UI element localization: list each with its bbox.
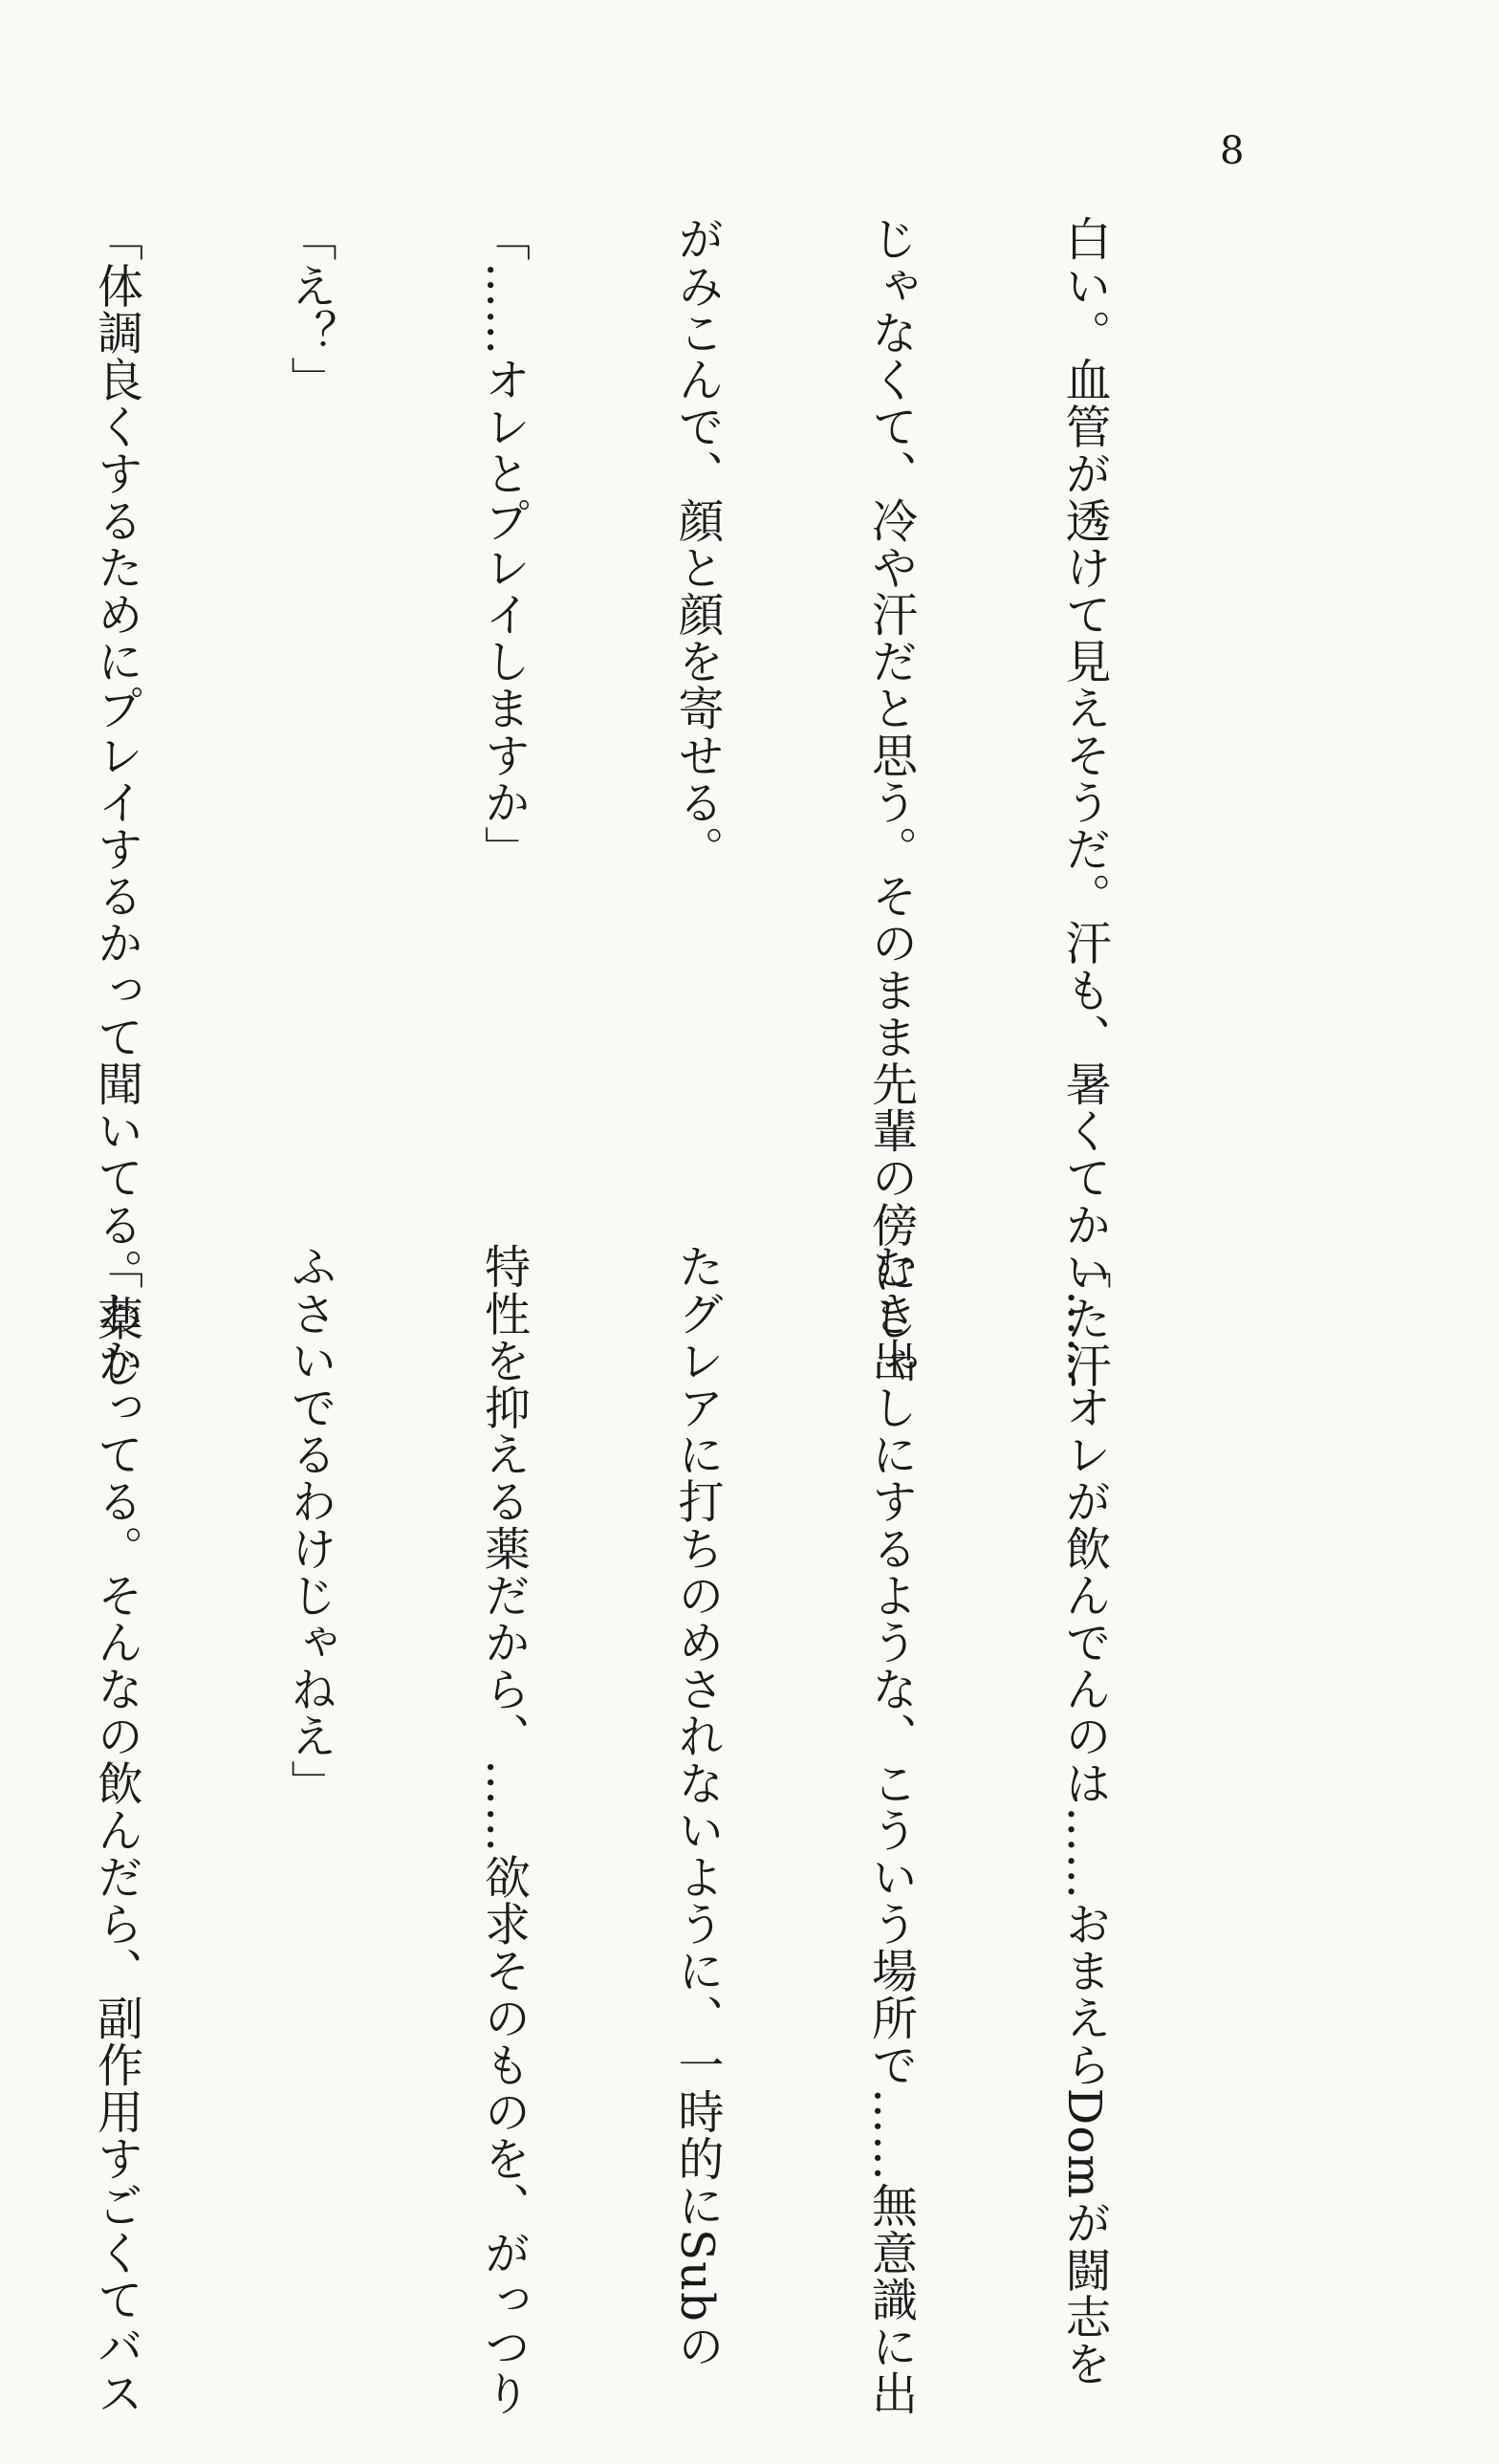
text-line: 白い。血管が透けて見えそうだ。汗も、暑くてかいた汗 xyxy=(1057,215,1111,1389)
upper-text-block xyxy=(0,215,1245,1389)
text-line: たグレアに打ちのめされないように、一時的にSubの xyxy=(670,1243,724,2370)
page-number: 8 xyxy=(1220,129,1245,173)
text-line: むき出しにするような、こういう場所で……無意識に出 xyxy=(863,1243,918,2417)
text-line: 「……オレとプレイしますか」 xyxy=(476,215,531,873)
text-line: ふさいでるわけじゃねえ」 xyxy=(283,1243,337,1807)
text-line: がみこんで、顔と顔を寄せる。 xyxy=(670,215,724,873)
text-line: 「体調良くするためにプレイするかって聞いてる。薬じ xyxy=(89,215,143,1389)
text-line: 「……オレが飲んでんのは……おまえらDomが闘志を xyxy=(1057,1243,1111,2388)
text-line: 「え？」 xyxy=(283,215,337,403)
text-line: 特性を抑える薬だから、……欲求そのものを、がっつり xyxy=(476,1243,531,2417)
lower-text-block xyxy=(0,1243,1245,2417)
text-line: じゃなくて、冷や汗だと思う。そのまま先輩の傍にしゃ xyxy=(863,215,918,1389)
text-line: 「わかってる。そんなの飲んだら、副作用すごくてバス xyxy=(89,1243,143,2417)
